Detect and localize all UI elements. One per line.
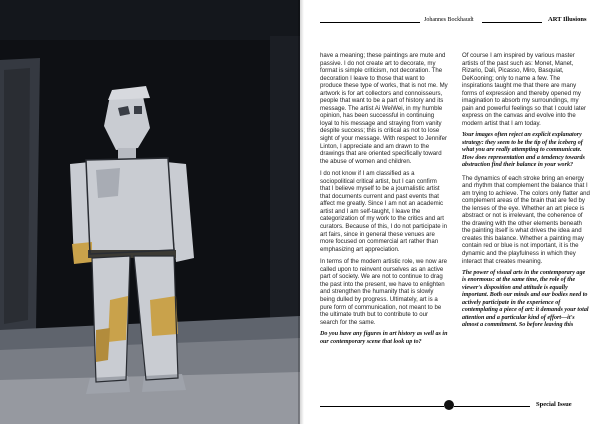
paragraph: The dynamics of each stroke bring an energy and rhythm that complement the balance that I am trying to achieve. The colors only flatter and complement areas of the brain that are fed by the lenses of the eye. Whether an art piece is abstract or not is irrelevant, the coherence of the drawing with the other elements beneath the painting itself is what drives the idea and creates this balance. Whether a painting may contain red or blue is not important, it is the dynamic and the playfulness in which they interact that creates meaning. (462, 174, 590, 265)
header-rule (482, 22, 542, 23)
running-footer (320, 400, 590, 416)
interview-question: The power of visual arts in the contemporary age is enormous: at the same time, the role of the viewer's disposition and attitude is equally important. Both our minds and our bodies need to actively participate in the experience of contemplating a piece of art: it demands your total attention and a particular kind of effort—it's almost a commitment. So before leaving this (462, 270, 589, 328)
footer-section: Special Issue (536, 401, 572, 408)
page-gutter (298, 0, 304, 424)
header-author: Johannes Bockhaudt (424, 17, 474, 23)
paragraph: I do not know if I am classified as a sociopolitical critical artist, but I can confirm that I believe myself to be a journalistic artist that documents current and past events that affect me greatly. Since I am not an academic artist and I am self-taught, I leave the categorization of my work to the critics and art curators. Because of this, I do not participate in art fairs, since in general these venues are more focused on commercial art rather than emphasizing art appreciation. (320, 170, 448, 253)
footer-rule (320, 406, 444, 407)
running-header (320, 16, 590, 28)
header-section: ART Illusions (548, 16, 587, 23)
interview-question: Your images often reject an explicit explanatory strategy: they seem to be the tip of the iceberg of what you are really attempting to communicate. How does representation and a tendency towards abstraction find their balance in your work? (462, 132, 585, 169)
paragraph: Of course I am inspired by various master artists of the past such as: Monet, Manet, Rizario, Dali, Picasso, Miro, Basquiat, DeKooning; only to name a few. The inspirations taught me that there are many forms of expression and thereby opened my imagination to absorb my surroundings, my pain and powerful feelings so that I could later express on the canvas and evolve into the modern artist that I am today. (462, 52, 586, 127)
text-column-1 (320, 52, 448, 351)
header-rule (320, 22, 420, 23)
interview-question: Do you have any figures in art history as well as in our contemporary scene that look up to? (320, 331, 448, 345)
paragraph: In terms of the modern artistic role, we now are called upon to reinvent ourselves as an active part of society. We are not to continue to drag the past into the present, we have to enlighten and strengthen the humanity that is slowly being dulled by progress. Ultimately, art is a pure form of communication, not meant to be the ultimate truth but to contribute to our search for the same. (320, 258, 448, 326)
page-number-badge (444, 400, 454, 410)
paragraph: have a meaning; these paintings are mute and passive. I do not create art to decorate, my format is simple criticism, not decoration. The decoration I leave to those that want to produce these type of works, that is not me. My artwork is for art collectors and connoisseurs, people that want to be a part of history and its message. The artist Ai WeiWei, in my humble opinion, has been successful in continuing loyal to his message and straying from vanity despite success; this is critical as not to lose sight of your message. With respect to Jennifer Linton, I appreciate and am drawn to the drawings that are oriented specifically toward the abuse of women and children. (320, 52, 448, 165)
footer-rule (454, 406, 530, 407)
text-column-2 (462, 52, 590, 334)
